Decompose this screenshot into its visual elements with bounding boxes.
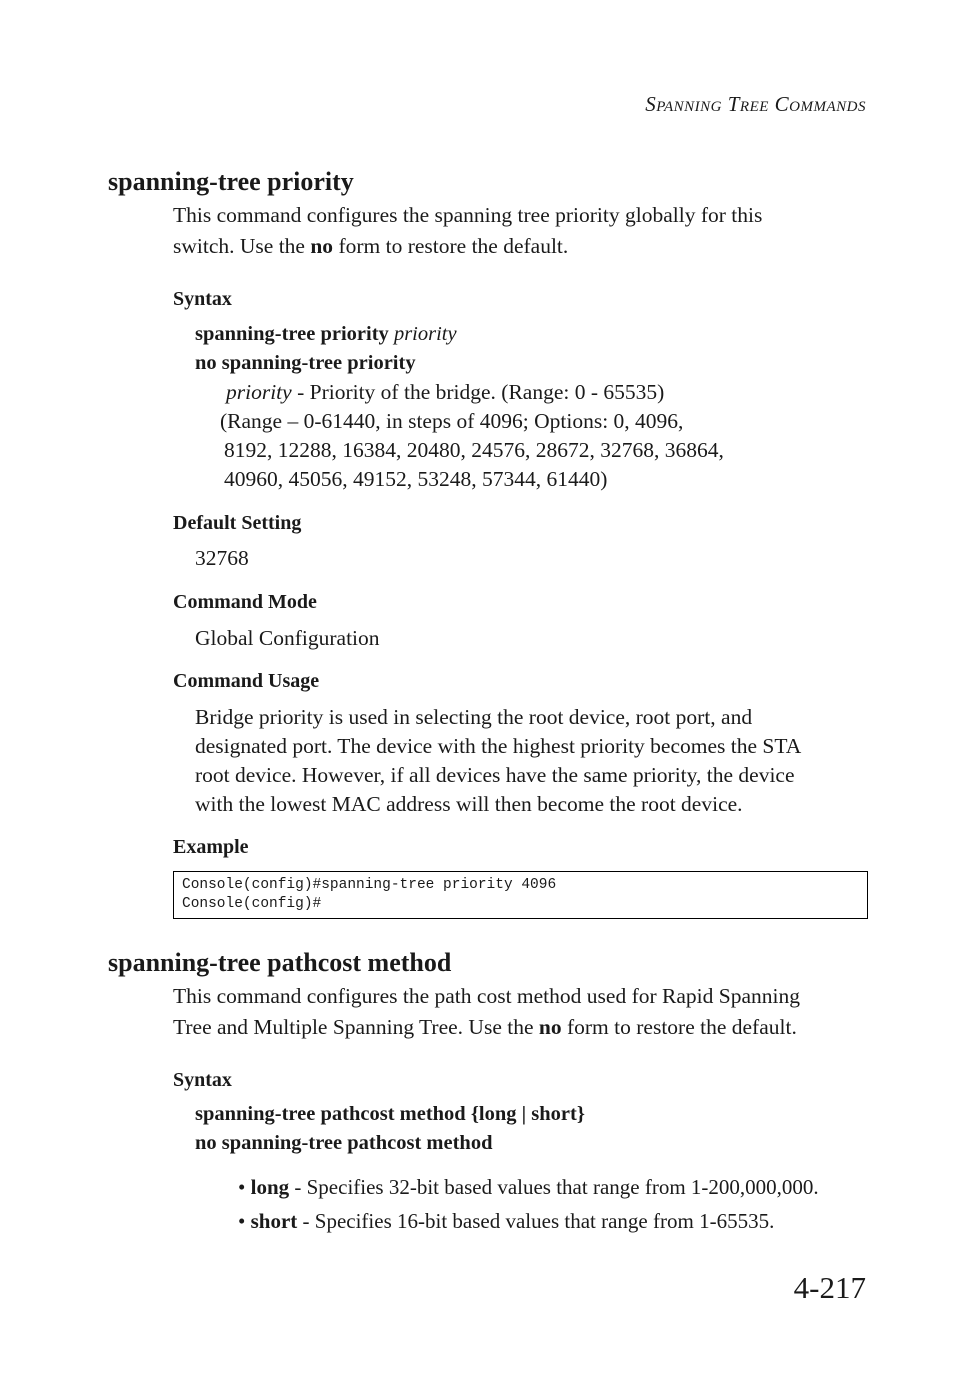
usage-line: root device. However, if all devices have the same priority, the device bbox=[195, 763, 795, 787]
code-example-box bbox=[173, 871, 868, 919]
default-setting-value: 32768 bbox=[195, 546, 249, 570]
section-title-priority: spanning-tree priority bbox=[108, 167, 354, 196]
list-item: • long - Specifies 32-bit based values that range from 1-200,000,000. bbox=[238, 1175, 819, 1199]
usage-line: Bridge priority is used in selecting the root device, root port, and bbox=[195, 705, 753, 729]
syntax-no-command: no spanning-tree priority bbox=[195, 352, 416, 374]
syntax-no-command: no spanning-tree pathcost method bbox=[195, 1132, 493, 1154]
range-line: 40960, 45056, 49152, 53248, 57344, 61440) bbox=[224, 467, 608, 491]
list-item: • short - Specifies 16-bit based values that range from 1-65535. bbox=[238, 1209, 775, 1233]
syntax-command: spanning-tree pathcost method {long | short} bbox=[195, 1103, 585, 1125]
section-description bbox=[173, 981, 800, 1043]
description-line: switch. Use the no form to restore the default. bbox=[173, 234, 569, 258]
description-line: This command configures the path cost method used for Rapid Spanning bbox=[173, 984, 800, 1008]
usage-line: designated port. The device with the highest priority becomes the STA bbox=[195, 734, 802, 758]
parameter-description: priority - Priority of the bridge. (Range: 0 - 65535) bbox=[226, 380, 665, 404]
syntax-command: spanning-tree priority priority bbox=[195, 323, 457, 345]
range-line: (Range – 0-61440, in steps of 4096; Options: 0, 4096, bbox=[220, 409, 684, 433]
running-head: SPANNING TREE COMMANDS bbox=[645, 92, 866, 116]
bullet-icon: • bbox=[238, 1209, 246, 1233]
bullet-icon: • bbox=[238, 1175, 246, 1199]
usage-line: with the lowest MAC address will then become the root device. bbox=[195, 792, 743, 816]
default-setting-heading: Default Setting bbox=[173, 512, 302, 534]
code-line: Console(config)# bbox=[182, 896, 322, 912]
command-mode-heading: Command Mode bbox=[173, 591, 317, 613]
code-line: Console(config)#spanning-tree priority 4096 bbox=[182, 877, 557, 893]
page-number: 4-217 bbox=[793, 1270, 866, 1305]
command-mode-value: Global Configuration bbox=[195, 626, 380, 650]
command-usage-heading: Command Usage bbox=[173, 670, 320, 692]
syntax-heading: Syntax bbox=[173, 288, 232, 310]
description-line: Tree and Multiple Spanning Tree. Use the no form to restore the default. bbox=[173, 1015, 797, 1039]
range-line: 8192, 12288, 16384, 20480, 24576, 28672, 32768, 36864, bbox=[224, 438, 724, 462]
example-heading: Example bbox=[173, 836, 249, 858]
section-description bbox=[173, 200, 762, 262]
syntax-heading: Syntax bbox=[173, 1069, 232, 1091]
section-title-pathcost: spanning-tree pathcost method bbox=[108, 948, 452, 977]
description-line: This command configures the spanning tree priority globally for this bbox=[173, 203, 763, 227]
